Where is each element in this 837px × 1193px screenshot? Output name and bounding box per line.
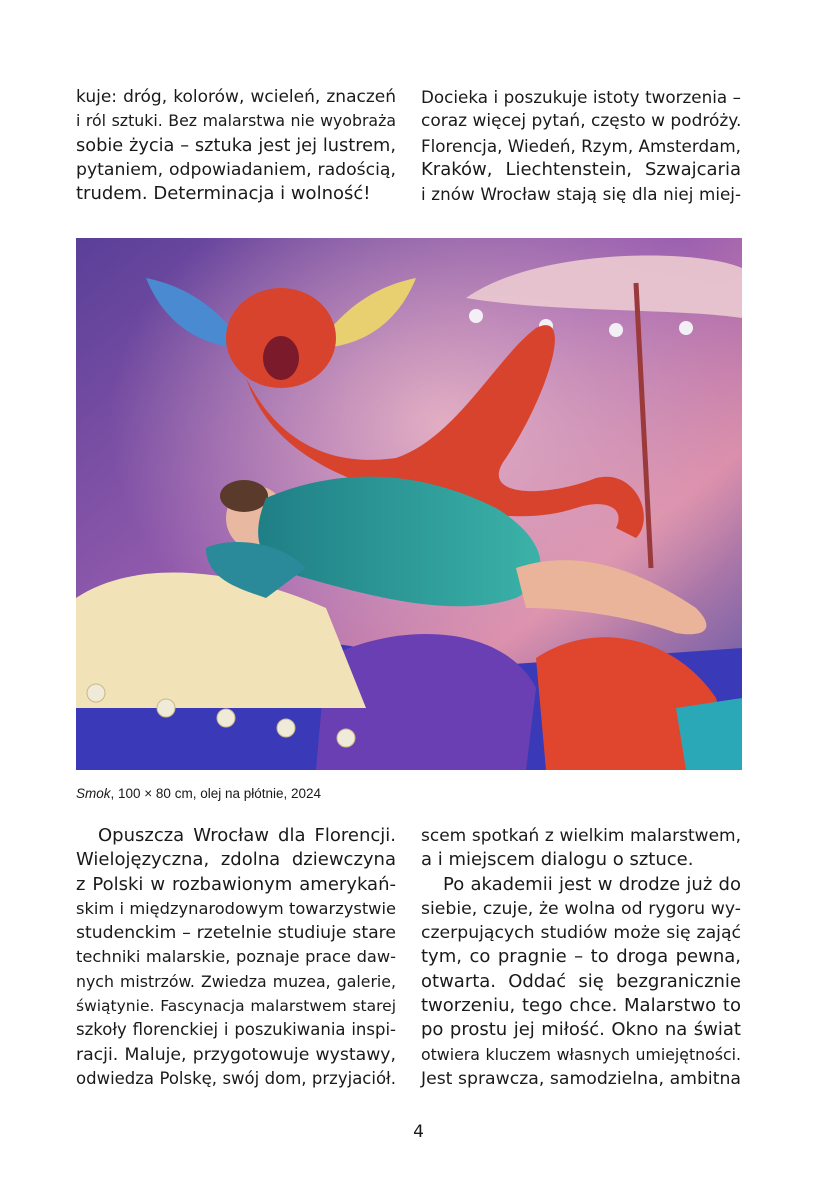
text-line: Kraków, Liechtenstein, Szwajcaria	[421, 158, 741, 180]
text-line: sobie życia – sztuka jest jej lustrem,	[76, 135, 396, 156]
text-line: nych mistrzów. Zwiedza muzea, galerie,	[76, 971, 396, 991]
text-line: Jest sprawcza, samodzielna, ambitna	[421, 1068, 741, 1089]
text-column-bottom-left	[76, 824, 396, 1091]
text-line: odwiedza Polskę, swój dom, przyjaciół.	[76, 1068, 396, 1088]
text-line: z Polski w rozbawionym amerykań-	[76, 873, 396, 895]
text-line: i znów Wrocław stają się dla niej miej-	[421, 184, 741, 205]
figure-caption	[76, 786, 321, 801]
text-column-top-right	[421, 85, 741, 206]
text-line: skim i międzynarodowym towarzystwie	[76, 898, 396, 918]
text-line: szkoły florenckiej i poszukiwania inspi-	[76, 1020, 396, 1040]
text-line: coraz więcej pytań, często w podróży.	[421, 111, 742, 132]
text-line: siebie, czuje, że wolna od rygoru wy-	[421, 898, 741, 919]
painting-image	[76, 238, 742, 770]
text-line: Wielojęzyczna, zdolna dziewczyna	[76, 849, 396, 871]
text-column-bottom-right	[421, 824, 741, 1091]
text-line: racji. Maluje, przygotowuje wystawy,	[76, 1044, 396, 1065]
text-line: otwiera kluczem własnych umiejętności.	[421, 1044, 741, 1064]
caption-details: , 100 × 80 cm, olej na płótnie, 2024	[110, 786, 322, 801]
text-line: tworzeniu, tego chce. Malarstwo to	[421, 995, 741, 1017]
text-line: tym, co pragnie – to droga pewna,	[421, 946, 741, 968]
text-line: po prostu jej miłość. Okno na świat	[421, 1019, 741, 1041]
text-line: Docieka i poszukuje istoty tworzenia –	[421, 87, 741, 107]
caption-title: Smok	[76, 786, 111, 801]
text-line: świątynie. Fascynacja malarstwem starej	[76, 997, 396, 1016]
text-line: pytaniem, odpowiadaniem, radością,	[76, 159, 396, 180]
text-line: kuje: dróg, kolorów, wcieleń, znaczeń	[76, 87, 396, 107]
text-line: Opuszcza Wrocław dla Florencji.	[98, 825, 396, 846]
text-line: trudem. Determinacja i wolność!	[76, 183, 371, 205]
text-line: studenckim – rzetelnie studiuje stare	[76, 923, 396, 944]
text-line: techniki malarskie, poznaje prace daw-	[76, 947, 396, 967]
text-column-top-left	[76, 85, 396, 206]
text-line: Po akademii jest w drodze już do	[443, 873, 741, 895]
text-line: scem spotkań z wielkim malarstwem,	[421, 826, 741, 846]
page-number: 4	[413, 1122, 424, 1142]
text-line: i ról sztuki. Bez malarstwa nie wyobraża	[76, 111, 396, 131]
text-line: Florencja, Wiedeń, Rzym, Amsterdam,	[421, 135, 741, 156]
text-line: czerpujących studiów może się zająć	[421, 923, 741, 944]
text-line: a i miejscem dialogu o sztuce.	[421, 849, 694, 871]
text-line: otwarta. Oddać się bezgranicznie	[421, 970, 741, 992]
